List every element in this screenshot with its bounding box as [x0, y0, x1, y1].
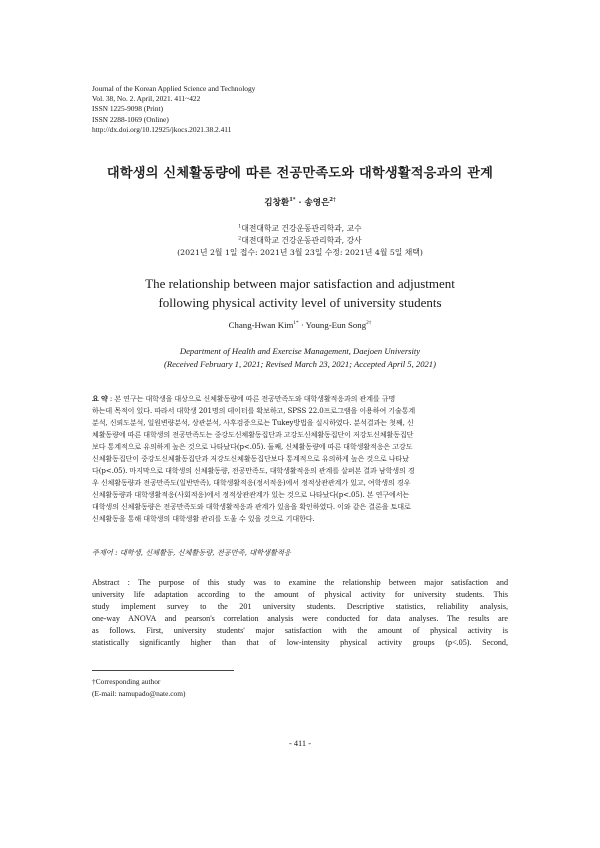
abstract-korean-label: 요 약: [92, 394, 108, 403]
abstract-english-line: statistically significantly higher than that of low-intensity physical activity groups (p<.05). Second,: [92, 638, 508, 648]
abstract-korean-line: 다(p<.05). 마지막으로 대학생의 신체활동량, 전공만족도, 대학생활적응의 관계를 살펴본 결과 남학생의 경: [92, 466, 415, 476]
title-english-line-2: following physical activity level of university students: [158, 295, 442, 310]
abstract-english-line: study implement survey to the 201 university students. Descriptive statistics, reliability analysis,: [92, 602, 508, 612]
author-2-marker: 2†: [329, 197, 336, 204]
corresponding-author-note: †Corresponding author: [92, 677, 161, 686]
abstract-korean-line: 우 신체활동량과 전공만족도(일반만족), 대학생활적응(정서적응)에서 정적상관관계가 있고, 여학생의 경우: [92, 478, 411, 488]
affiliation-2-text: 대전대학교 건강운동관리학과, 강사: [241, 236, 362, 246]
author-1-marker-en: 1*: [293, 320, 299, 327]
abstract-korean-line: 보다 통계적으로 유의하게 높은 것으로 나타났다(p<.05). 둘째, 신체활동량에 따른 대학생활적응은 고강도: [92, 442, 413, 452]
abstract-english-line: [92, 577, 508, 589]
authors-english: [0, 320, 600, 330]
page-number: - 411 -: [288, 739, 312, 748]
title-korean: 대학생의 신체활동량에 따른 전공만족도와 대학생활적응과의 관계: [106, 166, 494, 181]
abstract-english-label: Abstract: [92, 578, 120, 587]
abstract-korean: [92, 393, 508, 526]
author-separator-en: ·: [300, 320, 304, 330]
authors-korean: [0, 196, 600, 208]
author-separator: ·: [298, 198, 302, 208]
affiliation-english: Department of Health and Exercise Management, Daejoen University: [179, 346, 421, 356]
affiliation-english-block: [0, 345, 600, 371]
abstract-korean-line: 신체활동집단이 중강도신체활동집단과 저강도신체활동집단보다 통계적으로 유의하게 높은 것으로 나타났: [92, 454, 409, 464]
abstract-korean-line: 신체활동량과 대학생활적응(사회적응)에서 정적상관관계가 있는 것으로 나타났다(p<.05). 본 연구에서는: [92, 490, 410, 500]
journal-info: [92, 84, 255, 135]
footnote-divider: [92, 670, 234, 671]
dates-korean: (2021년 2월 1일 접수: 2021년 3월 23일 수정: 2021년 4월 5일 채택): [177, 248, 423, 258]
keywords-korean: 주제어 : 대학생, 신체활동, 신체활동량, 전공만족, 대학생활적응: [92, 548, 291, 557]
issn-print: ISSN 1225-9098 (Print): [92, 104, 164, 114]
abstract-korean-line: 대학생의 신체활동량은 전공만족도와 대학생활적응과 관계가 있음을 확인하였다. 이와 같은 결론을 토대로: [92, 502, 411, 512]
footnote: [92, 676, 185, 699]
doi-link[interactable]: http://dx.doi.org/10.12925/jkocs.2021.38.2.411: [92, 124, 232, 134]
issn-online: ISSN 2288-1069 (Online): [92, 114, 169, 124]
title-english-line-1: The relationship between major satisfaction and adjustment: [145, 276, 455, 291]
author-2-name-en: Young-Eun Song: [305, 320, 367, 330]
abstract-english-text: : The purpose of this study was to examine the relationship between major satisfaction and: [119, 578, 508, 587]
affiliation-1: [0, 223, 600, 235]
abstract-korean-text: : 본 연구는 대학생을 대상으로 신체활동량에 따른 전공만족도와 대학생활적응과의 관계를 규명: [107, 394, 396, 403]
affiliation-2-marker: 2: [238, 236, 242, 242]
abstract-korean-line: 체활동량에 따른 대학생의 전공만족도는 중강도신체활동집단과 고강도신체활동집단이 저강도신체활동집단: [92, 430, 414, 440]
affiliation-2: [0, 235, 600, 247]
abstract-english-line: as follows. First, university students' major satisfaction with the amount of physical activity is: [92, 626, 508, 636]
author-2-name: 송영은: [304, 198, 330, 208]
journal-volume: Vol. 38, No. 2. April, 2021. 411~422: [92, 94, 201, 104]
corresponding-email[interactable]: (E-mail: namupado@nate.com): [92, 688, 186, 698]
title-english: [0, 274, 600, 312]
author-1-name-en: Chang-Hwan Kim: [228, 320, 294, 330]
affiliation-1-marker: 1: [238, 224, 242, 230]
abstract-korean-line: 분석, 신뢰도분석, 일원변량분석, 상관분석, 사후검증으로는 Tukey방법을 실시하였다. 분석결과는 첫째, 신: [92, 418, 414, 428]
abstract-korean-line: 하는데 목적이 있다. 따라서 대학생 201명의 데이터를 확보하고, SPSS 22.0프로그램을 이용하여 기술통계: [92, 406, 416, 416]
author-2-marker-en: 2†: [366, 320, 372, 327]
abstract-english: [92, 577, 508, 649]
author-1-name: 김창환: [264, 198, 290, 208]
journal-name: Journal of the Korean Applied Science and Technology: [92, 84, 256, 93]
abstract-english-line: one-way ANOVA and pearson's correlation analysis were conducted for data analyses. The results are: [92, 614, 508, 624]
abstract-english-line: university life adaptation according to the amount of physical activity for university students. This: [92, 590, 508, 600]
affiliations-korean: [0, 223, 600, 260]
abstract-korean-line: 신체활동을 통해 대학생의 대학생활 관리를 도울 수 있을 것으로 기대한다.: [92, 514, 315, 524]
author-1-marker: 1*: [289, 197, 296, 204]
abstract-korean-line: [92, 393, 508, 405]
dates-english: (Received February 1, 2021; Revised March 23, 2021; Accepted April 5, 2021): [164, 358, 436, 369]
affiliation-1-text: 대전대학교 건강운동관리학과, 교수: [241, 224, 362, 233]
